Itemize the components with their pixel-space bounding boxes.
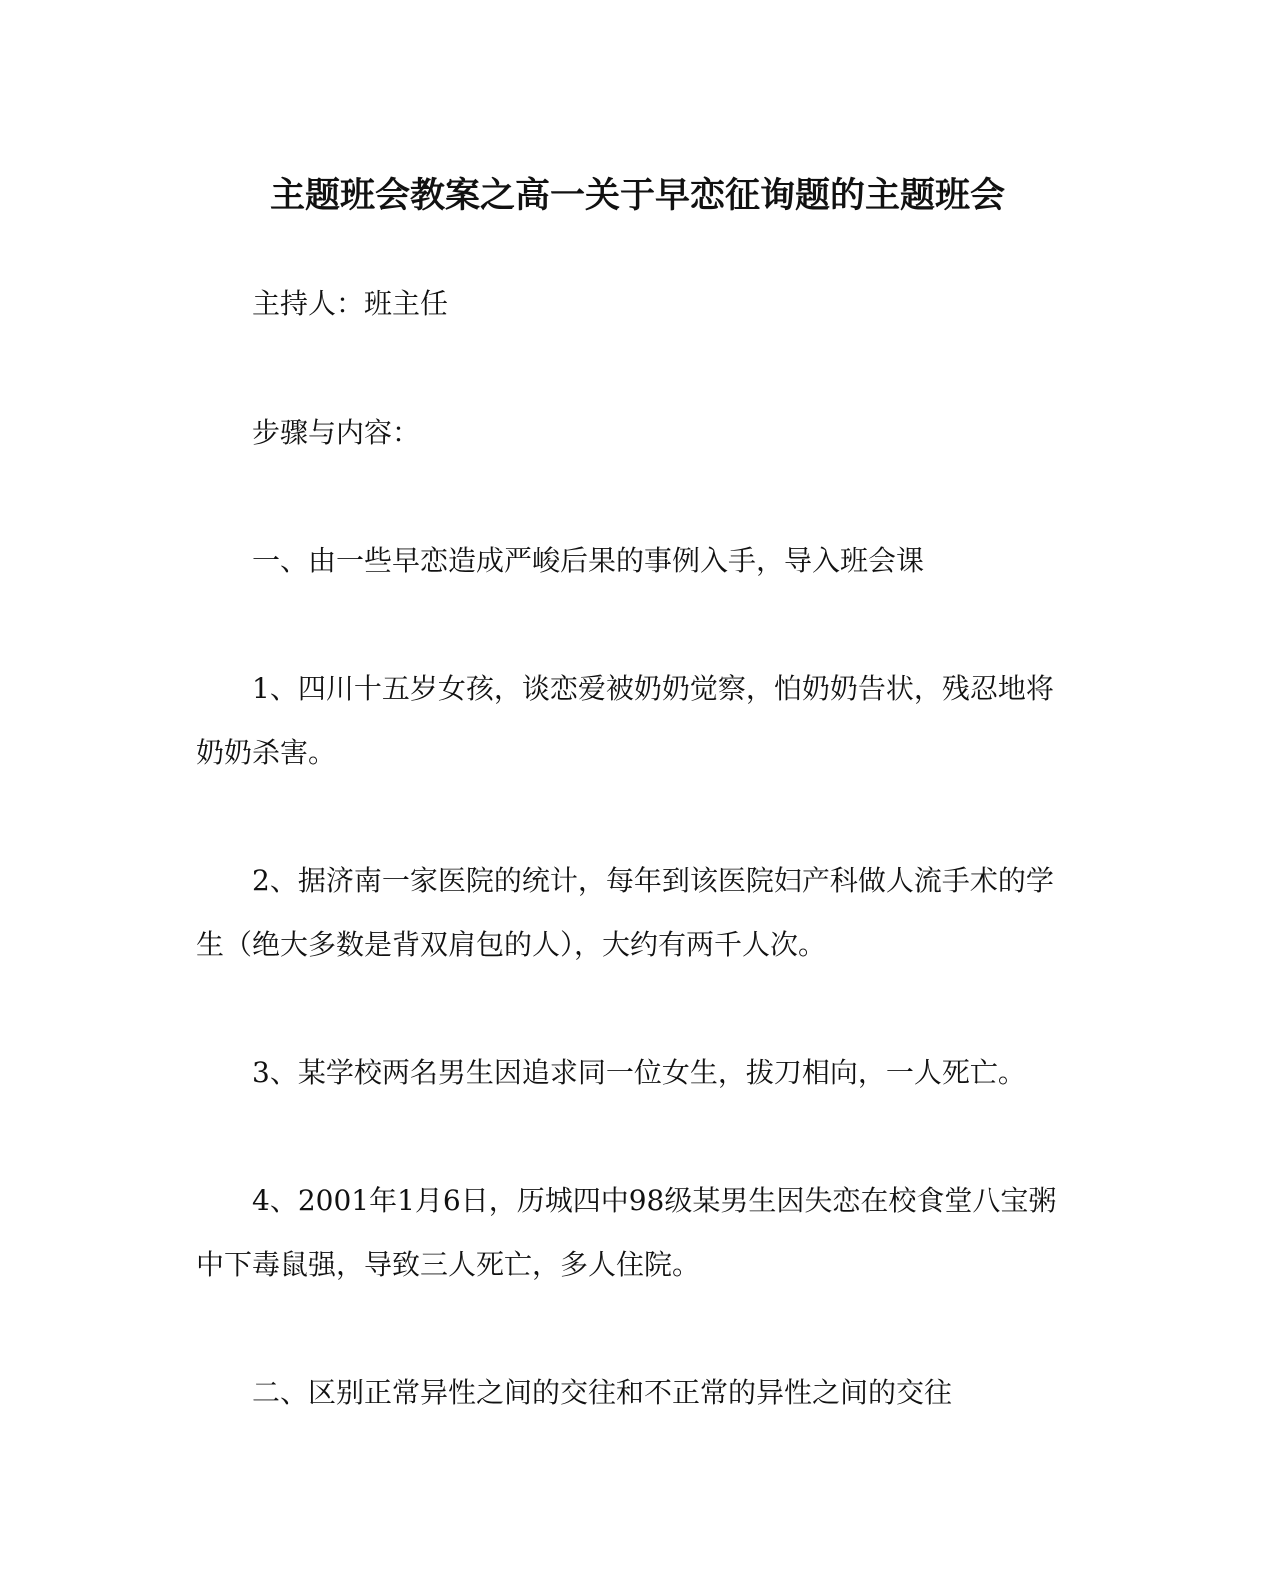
- steps-heading: 步骤与内容：: [252, 416, 421, 449]
- document-title: 主题班会教案之高一关于早恋征询题的主题班会: [269, 175, 1005, 216]
- case-paragraph-2: 2、据济南一家医院的统计，每年到该医院妇产科做人流手术的学生（绝大多数是背双肩包的人），大约有两千人次。: [196, 864, 1054, 961]
- section-two-heading: 二、区别正常异性之间的交往和不正常的异性之间的交往: [252, 1376, 953, 1409]
- case-paragraph-1: 1、四川十五岁女孩，谈恋爱被奶奶觉察，怕奶奶告状，残忍地将奶奶杀害。: [196, 672, 1054, 769]
- section-one-heading: 一、由一些早恋造成严峻后果的事例入手，导入班会课: [252, 544, 925, 577]
- case-paragraph-4: 4、2001年1月6日，历城四中98级某男生因失恋在校食堂八宝粥中下毒鼠强，导致三人死亡，多人住院。: [196, 1184, 1057, 1281]
- case-paragraph-3: 3、某学校两名男生因追求同一位女生，拔刀相向，一人死亡。: [252, 1056, 1026, 1089]
- host-line: 主持人：班主任: [252, 287, 449, 320]
